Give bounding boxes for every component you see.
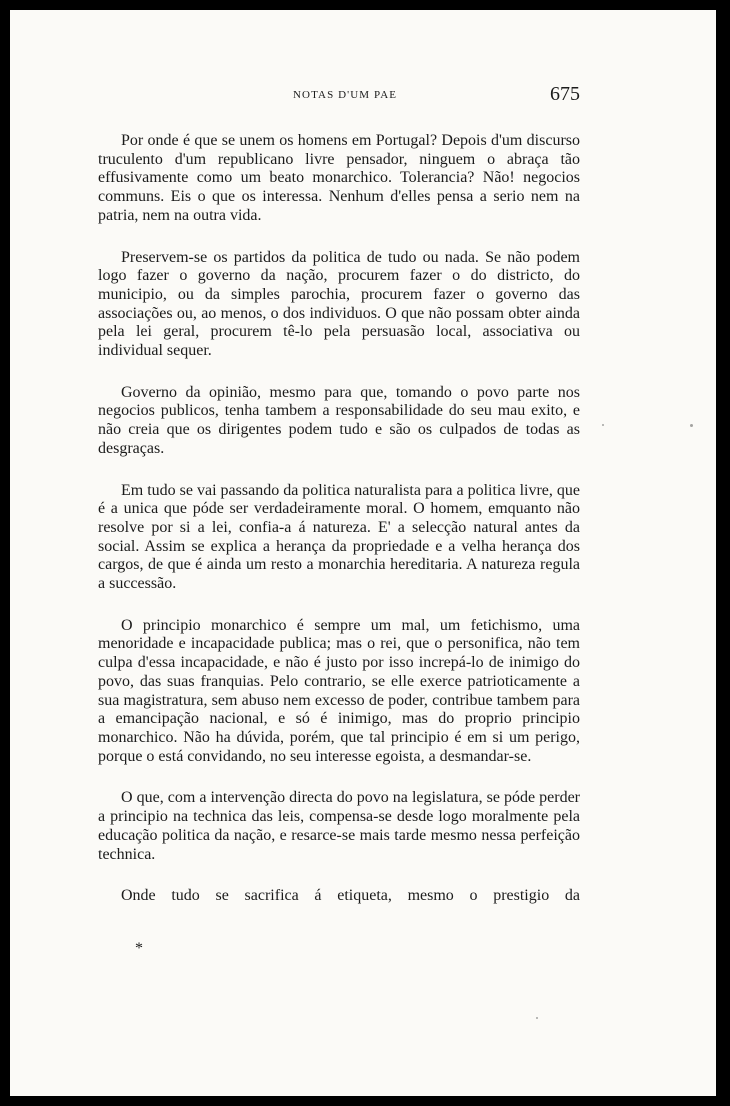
scan-speck <box>602 424 604 426</box>
last-line <box>98 887 580 906</box>
scanned-page-frame <box>10 10 716 1096</box>
paragraph-4: Em tudo se vai passando da politica naturalista para a politica livre, que é a unica que póde ser verdadeiramente moral. O homem, emquanto não resolve por si a lei, confia-a á natureza. E' a selecção natural antes da social. Assim se explica a herança da propriedade e a velha herança dos cargos, de que é ainda um resto a monarchia hereditaria. A natureza regula a successão. <box>98 481 580 593</box>
last-line-text: Onde tudo se sacrifica á etiqueta, mesmo o prestigio da <box>121 887 580 905</box>
page-header <box>98 83 580 123</box>
paragraph-6: O que, com a intervenção directa do povo na legislatura, se póde perder a principio na technica das leis, compensa-se desde logo moralmente pela educação politica da nação, e resarce-se mais tarde mesmo nessa perfeição technica. <box>98 789 580 863</box>
scan-speck <box>690 424 693 427</box>
running-head: NOTAS D'UM PAE <box>293 89 398 101</box>
paragraph-5: O principio monarchico é sempre um mal, um fetichismo, uma menoridade e incapacidade publica; mas o rei, que o personifica, não tem culpa d'essa incapacidade, e não é justo por isso increpá-lo de inimigo do povo, das suas franquias. Pelo contrario, se elle exerce patrioticamente a sua magistratura, sem abuso nem excesso de poder, contribue tambem para a emancipação nacional, e só é inimigo, mas do proprio principio monarchico. Não ha dúvida, porém, que tal principio é em si um perigo, porque o está convidando, no seu interesse egoista, a desmandar-se. <box>98 616 580 765</box>
scan-speck <box>536 1017 538 1019</box>
paragraph-3: Governo da opinião, mesmo para que, tomando o povo parte nos negocios publicos, tenha tambem a responsabilidade do seu mau exito, e não creia que os dirigentes podem tudo e são os culpados de todas as desgraças. <box>98 383 580 457</box>
page-content <box>98 132 580 906</box>
footer-asterisk: * <box>135 940 143 957</box>
paragraph-1: Por onde é que se unem os homens em Portugal? Depois d'um discurso truculento d'um republicano livre pensador, ninguem o abraça tão effusivamente como um beato monarchico. Tolerancia? Não! negocios communs. Eis o que os interessa. Nenhum d'elles pensa a serio nem na patria, nem na outra vida. <box>98 132 580 224</box>
book-page <box>10 10 716 1096</box>
page-number: 675 <box>550 83 580 105</box>
paragraph-2: Preservem-se os partidos da politica de tudo ou nada. Se não podem logo fazer o governo da nação, procurem fazer o do districto, do municipio, ou da simples parochia, procurem fazer o governo das associações ou, ao menos, o dos individuos. O que não possam obter ainda pela lei geral, procurem tê-lo pela persuasão local, associativa ou individual sequer. <box>98 248 580 360</box>
